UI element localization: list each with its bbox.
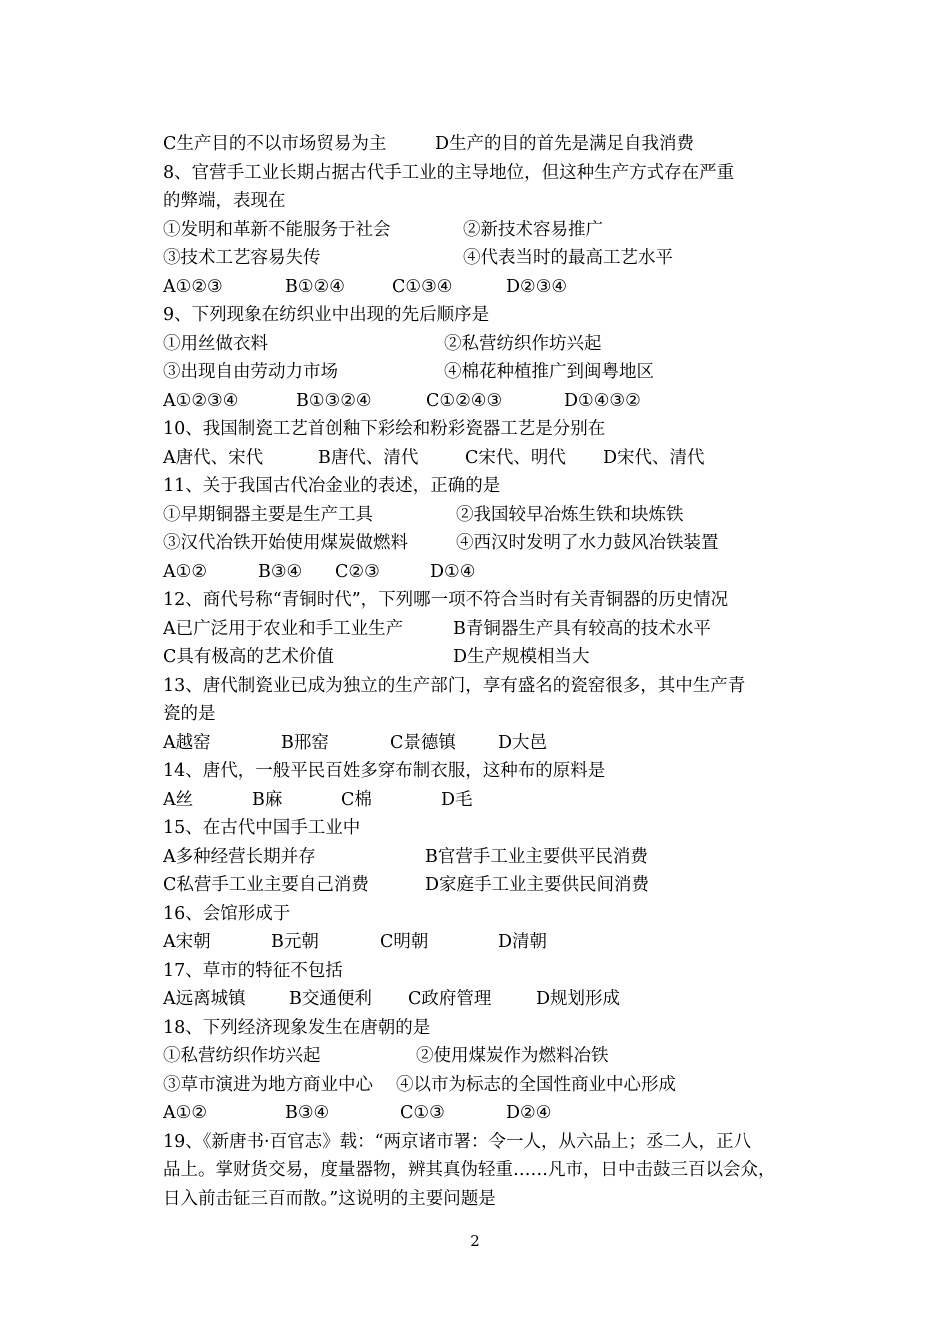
option-text: D清朝 (498, 932, 548, 952)
option-text: A①②③ (163, 276, 223, 297)
option-text: C具有极高的艺术价值 (163, 647, 334, 667)
option-text: C政府管理 (408, 989, 492, 1009)
text-line: 14、唐代，一般平民百姓多穿布制衣服，这种布的原料是 (163, 761, 606, 781)
option-text: A唐代、宋代 (163, 447, 264, 468)
option-text: A丝 (163, 789, 194, 810)
text-line (163, 529, 803, 557)
option-text: C明朝 (380, 932, 429, 952)
option-text: A①② (163, 1103, 208, 1123)
text-line: 19、《新唐书·百官志》载：“两京诸市署：令一人，从六品上；丞二人，正八 (163, 1131, 752, 1152)
option-text: ①发明和革新不能服务于社会 (163, 219, 391, 240)
text-line (163, 1071, 803, 1099)
option-text: D毛 (441, 789, 473, 810)
option-text: D②③④ (506, 276, 568, 297)
text-line (163, 1099, 803, 1127)
option-text: B唐代、清代 (318, 447, 419, 468)
option-text: C生产目的不以市场贸易为主 (163, 134, 387, 154)
option-text: A宋朝 (163, 932, 211, 952)
option-text: ①用丝做衣料 (163, 333, 268, 354)
option-text: C宋代、明代 (465, 447, 566, 468)
text-line: 18、下列经济现象发生在唐朝的是 (163, 1017, 431, 1038)
option-text: D大邑 (498, 732, 548, 753)
text-line (163, 273, 803, 301)
text-line (163, 130, 803, 158)
option-text: ①早期铜器主要是生产工具 (163, 504, 373, 525)
option-text: A①② (163, 561, 208, 582)
text-line (163, 244, 803, 272)
text-line: 日入前击钲三百而散。”这说明的主要问题是 (163, 1188, 496, 1209)
text-line (163, 843, 803, 871)
option-text: ③技术工艺容易失传 (163, 248, 321, 268)
text-line: 瓷的是 (163, 704, 216, 724)
text-line: 11、关于我国古代冶金业的表述，正确的是 (163, 476, 501, 496)
option-text: D宋代、清代 (603, 447, 705, 468)
option-text: B①③②④ (296, 390, 372, 411)
text-line (163, 871, 803, 899)
text-line: 12、商代号称“青铜时代”，下列哪一项不符合当时有关青铜器的历史情况 (163, 590, 729, 610)
option-text: D家庭手工业主要供民间消费 (425, 875, 650, 895)
text-line: 的弊端，表现在 (163, 191, 286, 211)
option-text: A越窑 (163, 732, 211, 753)
option-text: C②③ (335, 561, 380, 582)
option-text: ②使用煤炭作为燃料冶铁 (416, 1046, 609, 1066)
option-text: B③④ (258, 561, 303, 582)
option-text: ④棉花种植推广到闽粤地区 (444, 362, 654, 382)
option-text: C景德镇 (390, 732, 456, 753)
text-line (163, 330, 803, 358)
option-text: B邢窑 (281, 732, 329, 753)
text-line: 8、官营手工业长期占据古代手工业的主导地位，但这种生产方式存在严重 (163, 162, 735, 183)
option-text: B青铜器生产具有较高的技术水平 (453, 618, 711, 639)
option-text: ②我国较早冶炼生铁和块炼铁 (456, 504, 684, 525)
text-line (163, 928, 803, 956)
text-line: 10、我国制瓷工艺首创釉下彩绘和粉彩瓷器工艺是分别在 (163, 419, 606, 439)
text-line (163, 643, 803, 671)
option-text: B官营手工业主要供平民消费 (425, 846, 648, 867)
text-line (163, 786, 803, 814)
option-text: ①私营纺织作坊兴起 (163, 1046, 321, 1066)
page-number: 2 (470, 1232, 480, 1250)
option-text: D规划形成 (536, 989, 621, 1009)
option-text: B①②④ (285, 276, 345, 297)
text-line: 17、草市的特征不包括 (163, 960, 343, 981)
option-text: D生产的目的首先是满足自我消费 (435, 134, 695, 154)
text-line (163, 558, 803, 586)
option-text: A①②③④ (163, 390, 239, 411)
text-line (163, 501, 803, 529)
option-text: ③出现自由劳动力市场 (163, 362, 338, 382)
option-text: ③汉代冶铁开始使用煤炭做燃料 (163, 533, 408, 553)
text-line: 品上。掌财货交易，度量器物，辨其真伪轻重……凡市，日中击鼓三百以会众， (163, 1160, 776, 1180)
option-text: ②私营纺织作坊兴起 (444, 333, 602, 354)
option-text: A已广泛用于农业和手工业生产 (163, 618, 404, 639)
option-text: C棉 (341, 789, 372, 810)
option-text: B交通便利 (289, 989, 372, 1009)
option-text: ④以市为标志的全国性商业中心形成 (396, 1074, 676, 1095)
option-text: ③草市演进为地方商业中心 (163, 1074, 373, 1095)
option-text: C①②④③ (426, 390, 503, 411)
option-text: C①③④ (392, 276, 453, 297)
text-line: 16、会馆形成于 (163, 903, 291, 924)
text-line (163, 1042, 803, 1070)
option-text: C①③ (400, 1103, 445, 1123)
option-text: C私营手工业主要自己消费 (163, 875, 369, 895)
text-line (163, 358, 803, 386)
text-line (163, 444, 803, 472)
text-line (163, 615, 803, 643)
option-text: ②新技术容易推广 (463, 219, 603, 240)
option-text: B元朝 (271, 932, 319, 952)
text-line: 9、下列现象在纺织业中出现的先后顺序是 (163, 305, 490, 325)
option-text: ④代表当时的最高工艺水平 (463, 248, 673, 268)
option-text: D①④③② (564, 390, 641, 411)
text-line (163, 216, 803, 244)
option-text: ④西汉时发明了水力鼓风冶铁装置 (456, 533, 719, 553)
option-text: D生产规模相当大 (453, 647, 590, 667)
option-text: B③④ (285, 1103, 330, 1123)
option-text: B麻 (252, 789, 283, 810)
option-text: A多种经营长期并存 (163, 846, 316, 867)
text-line (163, 729, 803, 757)
text-line: 15、在古代中国手工业中 (163, 818, 361, 838)
text-line (163, 985, 803, 1013)
option-text: A远离城镇 (163, 989, 246, 1009)
text-line (163, 387, 803, 415)
option-text: D②④ (506, 1103, 552, 1123)
option-text: D①④ (430, 561, 476, 582)
text-line: 13、唐代制瓷业已成为独立的生产部门，享有盛名的瓷窑很多，其中生产青 (163, 675, 746, 696)
